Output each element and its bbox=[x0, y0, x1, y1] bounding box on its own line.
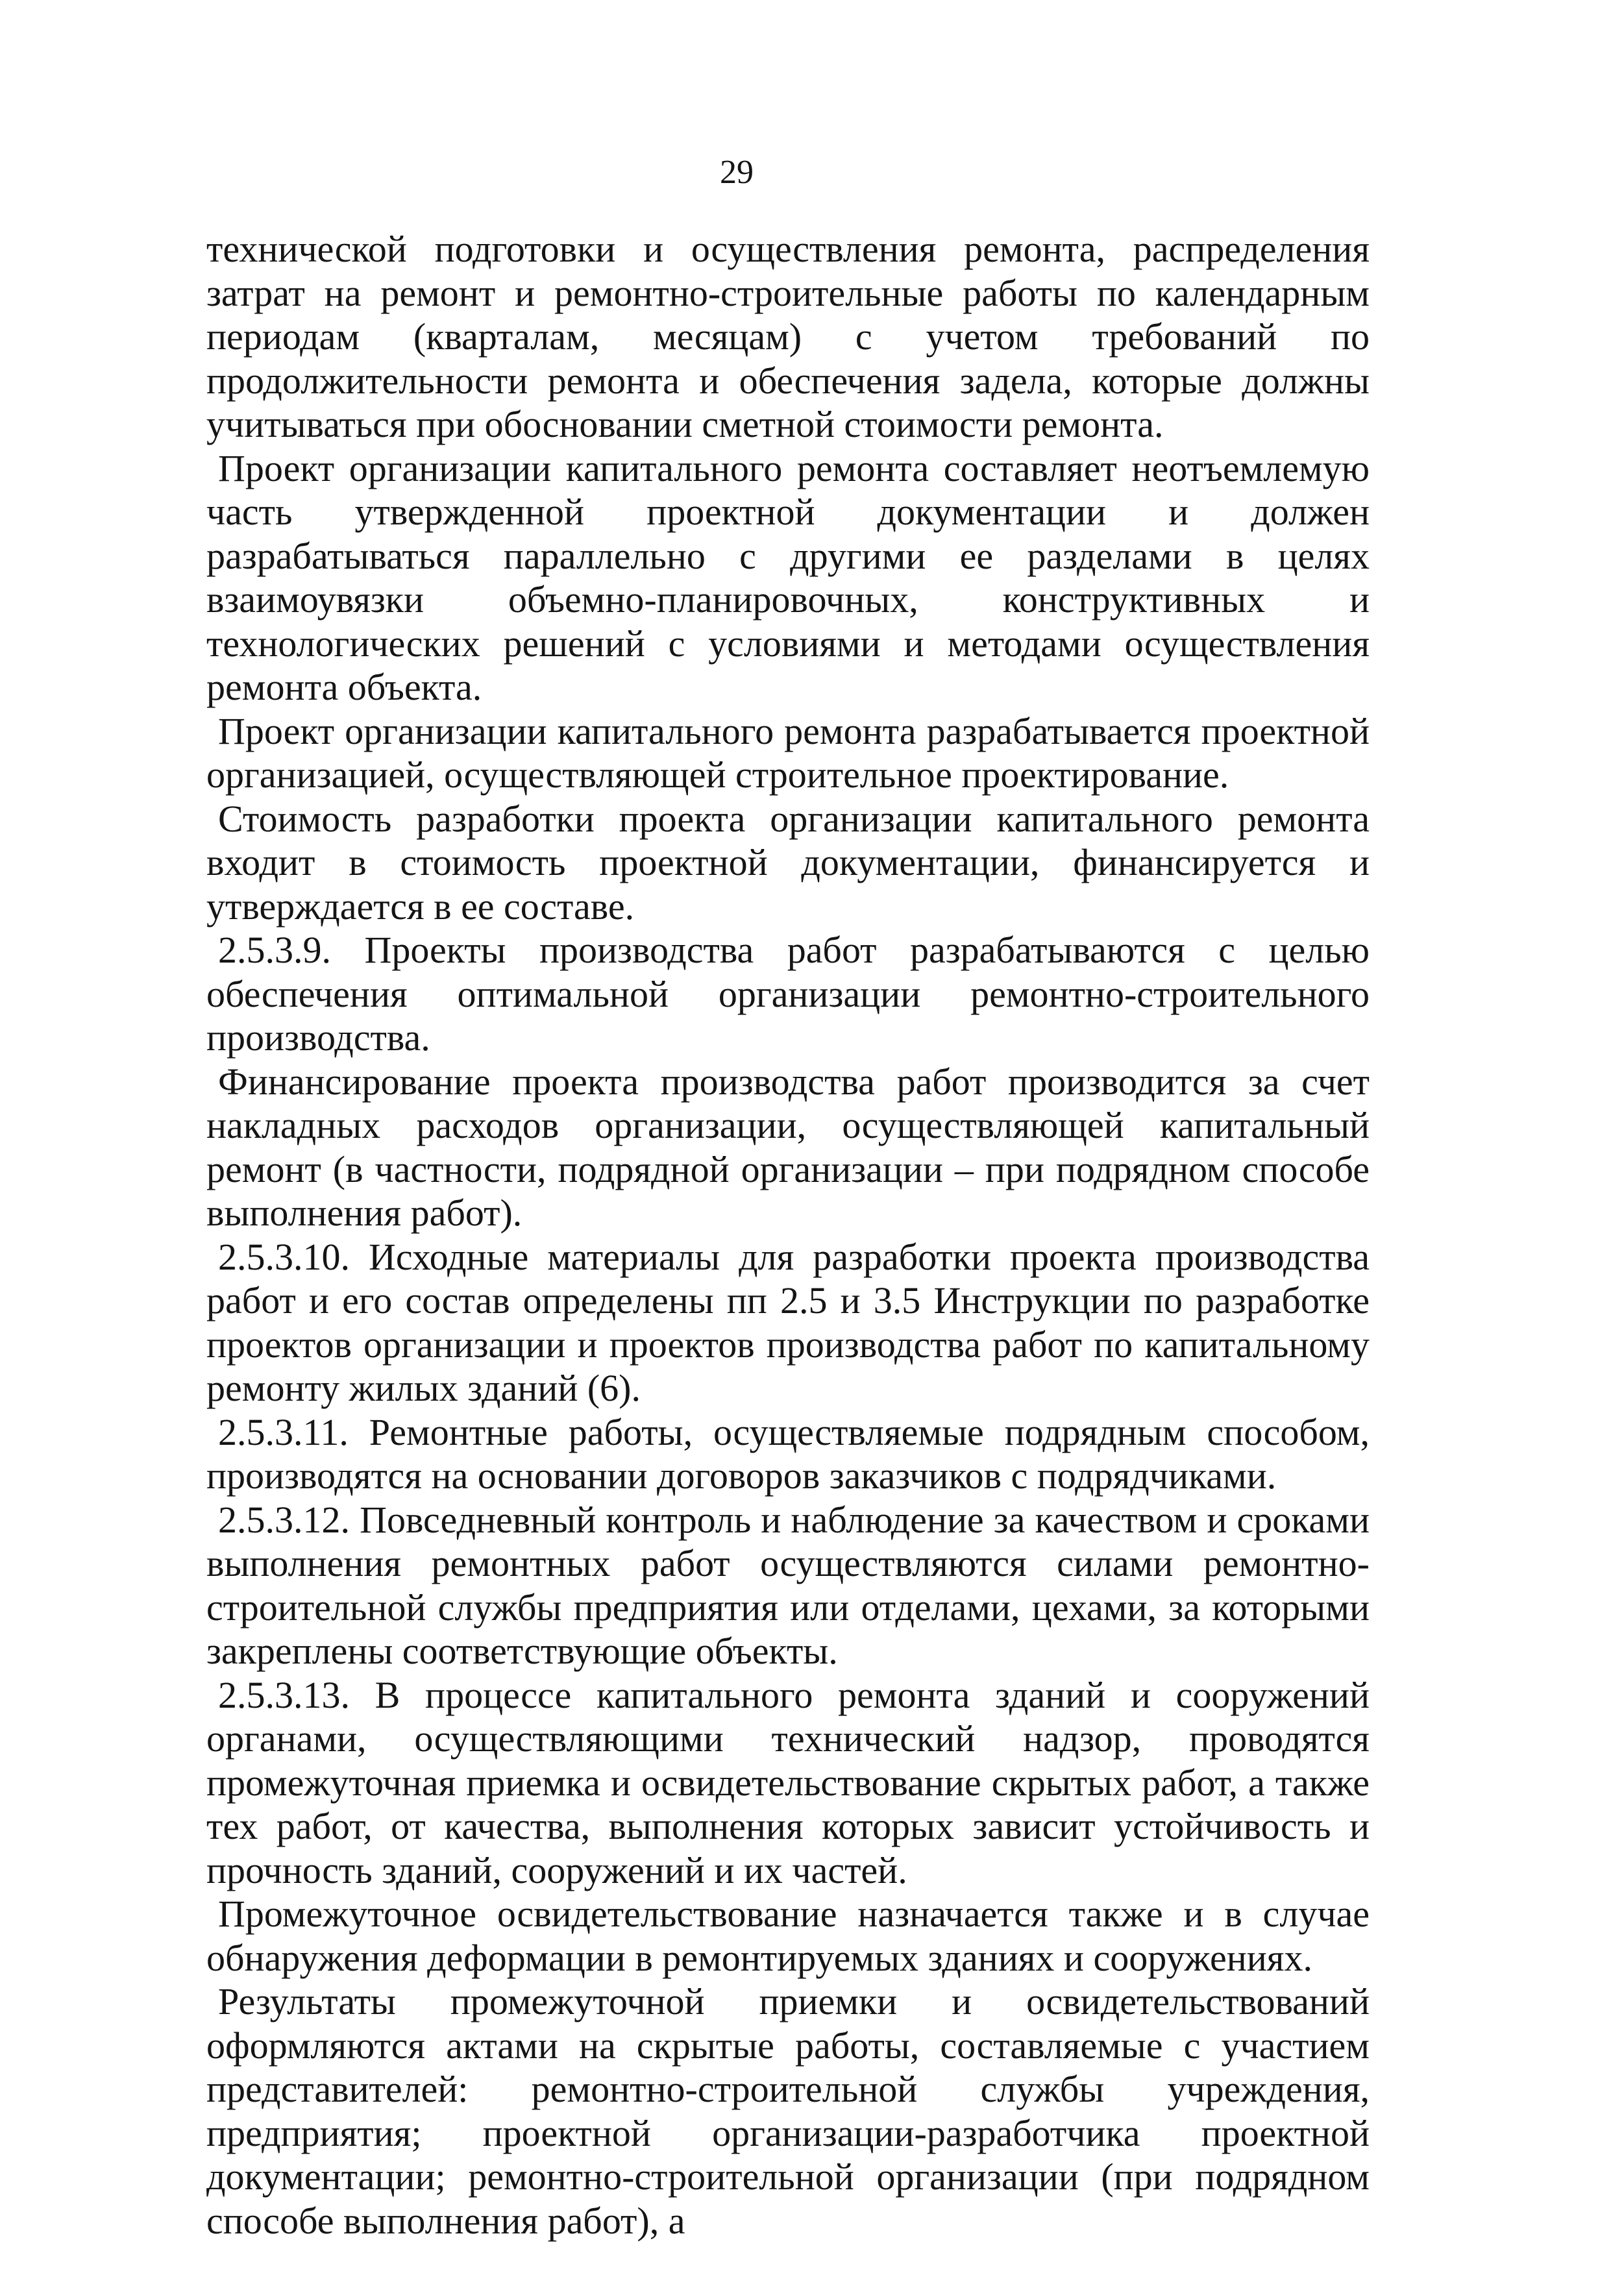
paragraph-project-organization: Проект организации капитального ремонта составляет неотъемлемую часть утвержденной проектной документации и должен разрабатываться параллельно с другими ее разделами в целях взаимоувязки объемно-планировочных, конструктивных и технологических решений с условиями и методами осуществления ремонта объекта. bbox=[206, 447, 1370, 708]
document-body bbox=[206, 227, 1370, 2243]
paragraph-continuation: технической подготовки и осуществления ремонта, распределения затрат на ремонт и ремонтно-строительные работы по календарным периодам (кварталам, месяцам) с учетом требований по продолжительности ремонта и обеспечения задела, которые должны учитываться при обосновании сметной стоимости ремонта. bbox=[206, 228, 1370, 445]
paragraph-financing: Финансирование проекта производства работ производится за счет накладных расходов организации, осуществляющей капитальный ремонт (в частности, подрядной организации – при подрядном способе выполнения работ). bbox=[206, 1060, 1370, 1234]
paragraph-project-developer: Проект организации капитального ремонта разрабатывается проектной организацией, осуществляющей строительное проектирование. bbox=[206, 709, 1370, 796]
paragraph-2-5-3-9: 2.5.3.9. Проекты производства работ разрабатываются с целью обеспечения оптимальной организации ремонтно-строительного производства. bbox=[206, 929, 1370, 1059]
paragraph-2-5-3-13: 2.5.3.13. В процессе капитального ремонта зданий и сооружений органами, осуществляющими технический надзор, проводятся промежуточная приемка и освидетельствование скрытых работ, а также тех работ, от качества, выполнения которых зависит устойчивость и прочность зданий, сооружений и их частей. bbox=[206, 1673, 1370, 1891]
page-number: 29 bbox=[720, 154, 754, 191]
paragraph-inspection-results: Результаты промежуточной приемки и освидетельствований оформляются актами на скрытые работы, составляемые с участием представителей: ремонтно-строительной службы учреждения, предприятия; проектной организации-разработчика проектной документации; ремонтно-строительной организации (при подрядном способе выполнения работ), а bbox=[206, 1980, 1370, 2242]
paragraph-intermediate-inspection: Промежуточное освидетельствование назначается также и в случае обнаружения деформации в ремонтируемых зданиях и сооружениях. bbox=[206, 1893, 1370, 1979]
paragraph-2-5-3-12: 2.5.3.12. Повседневный контроль и наблюдение за качеством и сроками выполнения ремонтных работ осуществляются силами ремонтно-строительной службы предприятия или отделами, цехами, за которыми закреплены соответствующие объекты. bbox=[206, 1498, 1370, 1672]
paragraph-2-5-3-10: 2.5.3.10. Исходные материалы для разработки проекта производства работ и его состав определены пп 2.5 и 3.5 Инструкции по разработке проектов организации и проектов производства работ по капитальному ремонту жилых зданий (6). bbox=[206, 1235, 1370, 1409]
paragraph-project-cost: Стоимость разработки проекта организации капитального ремонта входит в стоимость проектной документации, финансируется и утверждается в ее составе. bbox=[206, 797, 1370, 928]
paragraph-2-5-3-11: 2.5.3.11. Ремонтные работы, осуществляемые подрядным способом, производятся на основании договоров заказчиков с подрядчиками. bbox=[206, 1410, 1370, 1497]
